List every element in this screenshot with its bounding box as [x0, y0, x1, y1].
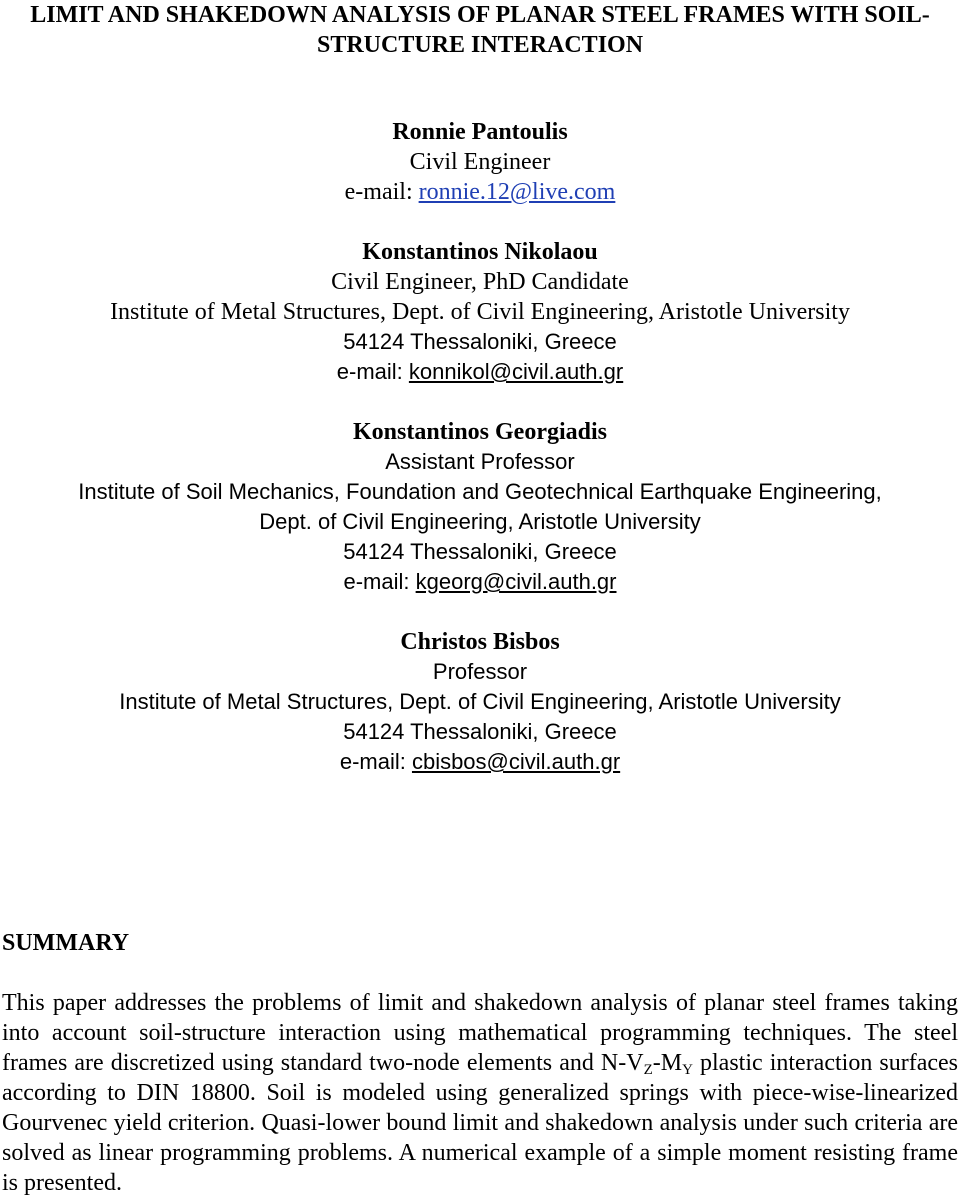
author-address: 54124 Thessaloniki, Greece: [343, 539, 617, 564]
paper-title: LIMIT AND SHAKEDOWN ANALYSIS OF PLANAR STEEL FRAMES WITH SOIL-STRUCTURE INTERACTION: [30, 2, 930, 58]
author-email-link[interactable]: kgeorg@civil.auth.gr: [415, 569, 617, 594]
author-block: [0, 417, 960, 597]
author-email-line: [0, 747, 960, 777]
author-list: [0, 117, 960, 807]
summary-text-part: plastic interaction surfaces according to DIN 18800. Soil is modeled using generalized springs with piece-wise-linearized Gourvenec yield criterion. Quasi-lower bound limit and shakedown analysis under such criteria are solved as linear programming problems. A numerical example of a simple moment resisting frame is presented.: [2, 1050, 959, 1196]
author-email-line: [0, 177, 960, 207]
summary-text: [2, 988, 958, 1198]
author-address: 54124 Thessaloniki, Greece: [343, 719, 617, 744]
author-email-line: [0, 357, 960, 387]
author-position: Assistant Professor: [385, 449, 575, 474]
summary-text-part: -M: [652, 1050, 683, 1076]
author-affiliation: Institute of Metal Structures, Dept. of Civil Engineering, Aristotle University: [110, 299, 850, 325]
author-email-line: [0, 567, 960, 597]
summary-text-part: This paper addresses the problems of limit and shakedown analysis of planar steel frames taking into account soil-structure interaction using mathematical programming techniques. The steel frames are discretized using standard two-node elements and N-V: [2, 990, 958, 1076]
author-block: [0, 237, 960, 387]
author-name: Konstantinos Georgiadis: [352, 419, 608, 445]
author-email-link[interactable]: konnikol@civil.auth.gr: [408, 359, 624, 384]
summary-heading: SUMMARY: [2, 930, 130, 956]
author-affiliation: Dept. of Civil Engineering, Aristotle University: [259, 509, 701, 534]
email-prefix: e-mail:: [336, 359, 409, 384]
author-block: [0, 117, 960, 207]
author-email-link[interactable]: cbisbos@civil.auth.gr: [411, 749, 621, 774]
author-block: [0, 627, 960, 777]
author-name: Christos Bisbos: [400, 629, 560, 655]
author-affiliation: Institute of Soil Mechanics, Foundation and Geotechnical Earthquake Engineering,: [78, 479, 882, 504]
email-prefix: e-mail:: [339, 749, 412, 774]
subscript-z: Z: [643, 1062, 653, 1078]
author-address: 54124 Thessaloniki, Greece: [343, 329, 617, 354]
author-position: Civil Engineer: [409, 149, 551, 175]
email-prefix: e-mail:: [343, 569, 416, 594]
subscript-y: Y: [682, 1062, 693, 1078]
author-position: Civil Engineer, PhD Candidate: [331, 269, 629, 295]
author-name: Ronnie Pantoulis: [392, 119, 568, 145]
author-affiliation: Institute of Metal Structures, Dept. of Civil Engineering, Aristotle University: [119, 689, 841, 714]
author-name: Konstantinos Nikolaou: [362, 239, 598, 265]
author-position: Professor: [432, 659, 528, 684]
email-prefix: e-mail:: [344, 179, 419, 205]
author-email-link[interactable]: ronnie.12@live.com: [418, 179, 616, 205]
